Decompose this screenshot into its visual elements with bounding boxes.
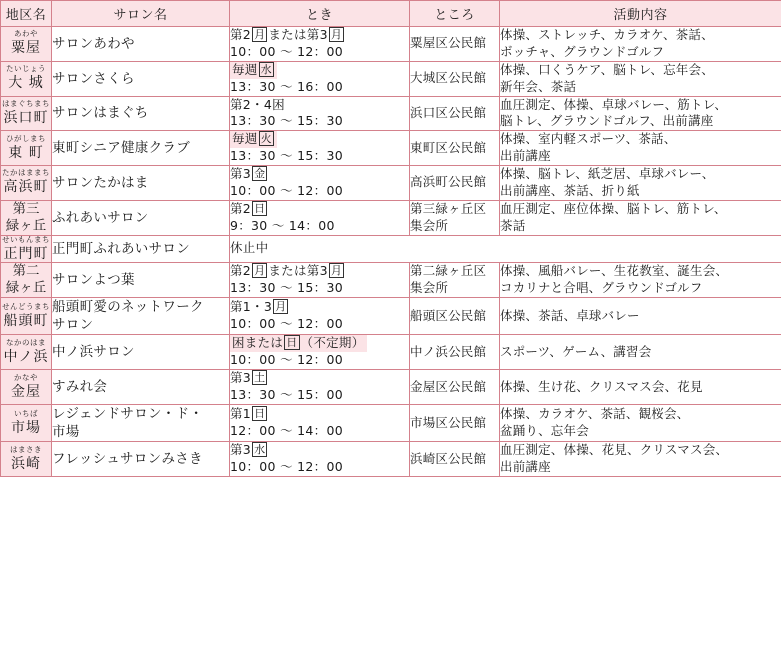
day-of-week-box: 月	[330, 28, 343, 41]
time-line: 10：00 ～ 12：00	[230, 352, 343, 368]
area-ruby: いちば	[14, 408, 38, 418]
day-of-week-box: 金	[254, 167, 266, 180]
place-line: 市場区公民館	[410, 414, 487, 430]
salon-name-cell	[52, 200, 230, 235]
salon-name-line: サロンはまぐち	[52, 105, 149, 122]
table-row	[1, 370, 781, 405]
day-of-week-box: 月	[254, 28, 266, 41]
salon-name-cell	[52, 166, 230, 201]
table-row	[1, 335, 781, 370]
salon-name-line: すみれ会	[52, 379, 108, 395]
salon-name-line: サロン	[52, 317, 94, 334]
table-row	[1, 166, 781, 201]
activity-cell	[500, 96, 781, 131]
salon-name-line: サロンよつ葉	[52, 272, 135, 289]
area-ruby: たいじょう	[6, 64, 46, 74]
salon-name-cell	[52, 96, 230, 131]
column-header-place: ところ	[410, 1, 500, 27]
time-line: 第1・3 月	[230, 299, 287, 315]
activity-line: 茶話	[500, 217, 526, 233]
time-line: 毎週 火	[230, 131, 277, 148]
time-cell	[230, 298, 410, 335]
activity-cell	[500, 27, 781, 62]
time-cell	[230, 370, 410, 405]
area-label: 東 町	[8, 144, 44, 161]
day-of-week-box: 日	[254, 407, 266, 421]
day-of-week-box: 月	[275, 300, 287, 314]
time-line: 9：30 ～ 14：00	[230, 217, 335, 233]
table-header-row	[1, 1, 781, 27]
area-cell	[1, 131, 52, 166]
time-line: 第3 土	[230, 370, 266, 386]
place-line: 船頭区公民館	[410, 307, 487, 323]
activity-line: 血圧測定、体操、花見、クリスマス会、	[500, 442, 729, 458]
activity-line: 体操、室内軽スポーツ、茶話、	[500, 131, 677, 147]
time-cell	[230, 200, 410, 235]
salon-name-line: 市場	[52, 424, 80, 441]
day-of-week-box: 月	[330, 264, 343, 278]
place-cell	[410, 404, 500, 441]
time-cell	[230, 235, 781, 263]
salon-name-line: サロンさくら	[52, 70, 135, 87]
activity-cell	[500, 298, 781, 335]
place-line: 粟屋区公民館	[410, 35, 487, 51]
time-line: 13：30 ～ 16：00	[230, 78, 343, 94]
day-of-week-box: 土	[254, 371, 266, 385]
area-label: 中ノ浜	[3, 348, 49, 365]
activity-line: 体操、ストレッチ、カラオケ、茶話、	[500, 27, 714, 42]
table-row	[1, 442, 781, 477]
activity-cell	[500, 442, 781, 477]
time-line: 10：00 ～ 12：00	[230, 43, 343, 59]
table-body	[1, 27, 781, 477]
place-cell	[410, 263, 500, 298]
table-row	[1, 263, 781, 298]
time-line: 第2 月 または第3 月	[230, 27, 343, 42]
area-ruby: せんどうまち	[2, 301, 50, 311]
place-line: 第二緑ヶ丘区	[410, 263, 487, 279]
day-of-week-box: 日	[254, 201, 266, 215]
table-row	[1, 27, 781, 62]
area-ruby: せいもんまち	[2, 234, 50, 244]
time-cell	[230, 263, 410, 298]
salon-name-cell	[52, 235, 230, 263]
place-cell	[410, 61, 500, 96]
activity-line: スポーツ、ゲーム、講習会	[500, 343, 652, 359]
area-label: 正門町	[3, 245, 49, 262]
area-label: 高浜町	[3, 179, 49, 196]
salon-name-line: フレッシュサロンみさき	[52, 451, 203, 468]
activity-line: 体操、風船バレー、生花教室、誕生会、	[500, 263, 729, 279]
time-line: 13：30 ～ 15：30	[230, 113, 343, 129]
salon-name-line: 中ノ浜サロン	[52, 344, 135, 361]
place-cell	[410, 131, 500, 166]
time-line: 10：00 ～ 12：00	[230, 459, 343, 475]
activity-cell	[500, 263, 781, 298]
day-of-week-box: 月	[254, 264, 266, 278]
table-row	[1, 200, 781, 235]
area-cell	[1, 200, 52, 235]
activity-cell	[500, 61, 781, 96]
area-cell	[1, 96, 52, 131]
activity-cell	[500, 370, 781, 405]
salon-name-cell	[52, 61, 230, 96]
area-label: 金屋	[11, 383, 41, 400]
column-header-time: とき	[230, 1, 410, 27]
salon-name-line: 東町シニア健康クラブ	[52, 140, 190, 157]
table-row	[1, 298, 781, 335]
area-label: 浜崎	[11, 455, 41, 472]
place-line: 高浜町公民館	[410, 174, 487, 190]
salon-name-cell	[52, 404, 230, 441]
activity-cell	[500, 166, 781, 201]
activity-line: コカリナと合唱、グラウンドゴルフ	[500, 280, 703, 296]
salon-name-cell	[52, 298, 230, 335]
activity-line: 出前講座	[500, 459, 551, 475]
time-line: 第3 水	[230, 442, 266, 458]
activity-line: 体操、カラオケ、茶話、観桜会、	[500, 406, 690, 422]
salon-name-line: 正門町ふれあいサロン	[52, 240, 190, 257]
area-label: 第二 緑ヶ丘	[5, 263, 47, 297]
time-line: 10：00 ～ 12：00	[230, 316, 343, 332]
time-line: 毎週 水	[230, 62, 277, 79]
table-row	[1, 404, 781, 441]
time-cell	[230, 166, 410, 201]
day-of-week-box: 水	[260, 62, 272, 76]
activity-line: 体操、脳トレ、紙芝居、卓球バレー、	[500, 166, 715, 181]
salon-name-cell	[52, 370, 230, 405]
table-row	[1, 235, 781, 263]
time-cell	[230, 61, 410, 96]
time-cell	[230, 404, 410, 441]
place-cell	[410, 96, 500, 131]
place-cell	[410, 335, 500, 370]
area-label: 大 城	[8, 75, 44, 92]
time-cell	[230, 131, 410, 166]
salon-name-line: レジェンドサロン・ド・	[52, 405, 204, 422]
area-ruby: かなや	[14, 372, 38, 382]
salon-name-cell	[52, 442, 230, 477]
column-header-activity: 活動内容	[500, 1, 781, 27]
place-cell	[410, 298, 500, 335]
time-line: 13：30 ～ 15：00	[230, 387, 343, 403]
place-cell	[410, 166, 500, 201]
time-cell	[230, 96, 410, 131]
salon-name-cell	[52, 27, 230, 62]
activity-cell	[500, 200, 781, 235]
day-of-week-box: 水	[254, 443, 266, 457]
place-line: 浜口区公民館	[410, 104, 487, 120]
salon-name-line: サロンあわや	[52, 35, 135, 52]
column-header-salon-name: サロン名	[52, 1, 230, 27]
time-line: 第2・4困	[230, 96, 285, 112]
activity-line: 脳トレ、グラウンドゴルフ、出前講座	[500, 113, 714, 129]
place-cell	[410, 370, 500, 405]
salon-name-cell	[52, 131, 230, 166]
area-cell	[1, 61, 52, 96]
activity-line: 出前講座、茶話、折り紙	[500, 182, 640, 198]
time-line: 休止中	[230, 240, 269, 256]
time-line: 10：00 ～ 12：00	[230, 182, 343, 198]
time-line: 第2 月 または第3 月	[230, 263, 343, 279]
activity-cell	[500, 404, 781, 441]
time-line: 困または 日 （不定期）	[232, 335, 365, 351]
activity-line: 盆踊り、忘年会	[500, 423, 589, 439]
table-row	[1, 131, 781, 166]
area-cell	[1, 27, 52, 62]
area-ruby: たかはままち	[2, 168, 50, 178]
time-line: 12：00 ～ 14：00	[230, 423, 343, 439]
area-cell	[1, 166, 52, 201]
salon-name-line: サロンたかはま	[52, 174, 149, 191]
area-label: 浜口町	[3, 109, 49, 126]
salon-name-cell	[52, 335, 230, 370]
activity-cell	[500, 335, 781, 370]
area-cell	[1, 263, 52, 298]
salon-name-line: 船頭町愛のネットワーク	[52, 299, 204, 316]
place-line: 集会所	[410, 217, 449, 233]
place-cell	[410, 442, 500, 477]
area-cell	[1, 298, 52, 335]
activity-cell	[500, 131, 781, 166]
time-cell	[230, 335, 410, 370]
time-line: 13：30 ～ 15：30	[230, 148, 343, 164]
area-cell	[1, 370, 52, 405]
activity-line: 体操、生け花、クリスマス会、花見	[500, 378, 703, 394]
place-line: 浜崎区公民館	[410, 450, 487, 466]
area-ruby: はまぐちまち	[2, 98, 50, 108]
table-header	[1, 1, 781, 27]
place-line: 集会所	[410, 280, 449, 296]
area-label: 粟屋	[11, 40, 41, 57]
time-cell	[230, 442, 410, 477]
time-line: 第1 日	[230, 406, 266, 422]
area-ruby: ひがしまち	[6, 133, 46, 143]
area-cell	[1, 335, 52, 370]
table-row	[1, 96, 781, 131]
day-of-week-box: 日	[286, 336, 298, 350]
place-line: 大城区公民館	[410, 70, 487, 86]
table-row	[1, 61, 781, 96]
place-line: 中ノ浜公民館	[410, 343, 487, 359]
area-label: 船頭町	[3, 312, 49, 329]
activity-line: 血圧測定、体操、卓球バレー、筋トレ、	[500, 96, 728, 112]
place-line: 金屋区公民館	[410, 378, 487, 394]
activity-line: 新年会、茶話	[500, 78, 577, 94]
area-cell	[1, 235, 52, 263]
place-line: 東町区公民館	[410, 139, 487, 155]
place-line: 第三緑ヶ丘区	[410, 200, 487, 216]
place-cell	[410, 27, 500, 62]
time-cell	[230, 27, 410, 62]
activity-line: ボッチャ、グラウンドゴルフ	[500, 43, 665, 59]
area-ruby: はまさき	[10, 444, 42, 454]
column-header-area: 地区名	[1, 1, 52, 27]
activity-line: 出前講座	[500, 148, 551, 164]
activity-line: 血圧測定、座位体操、脳トレ、筋トレ、	[500, 200, 727, 216]
area-ruby: あわや	[14, 29, 38, 39]
area-cell	[1, 442, 52, 477]
place-cell	[410, 200, 500, 235]
salon-name-cell	[52, 263, 230, 298]
area-label: 第三 緑ヶ丘	[5, 200, 47, 234]
area-cell	[1, 404, 52, 441]
time-line: 13：30 ～ 15：30	[230, 280, 343, 296]
area-label: 市場	[11, 419, 41, 436]
area-ruby: なかのはま	[6, 337, 46, 347]
time-line: 第3 金	[230, 166, 266, 181]
day-of-week-box: 火	[260, 132, 272, 146]
salon-name-line: ふれあいサロン	[52, 209, 149, 226]
activity-line: 体操、茶話、卓球バレー	[500, 307, 640, 323]
activity-line: 体操、口くうケア、脳トレ、忘年会、	[500, 61, 714, 77]
time-line: 第2 日	[230, 200, 266, 216]
